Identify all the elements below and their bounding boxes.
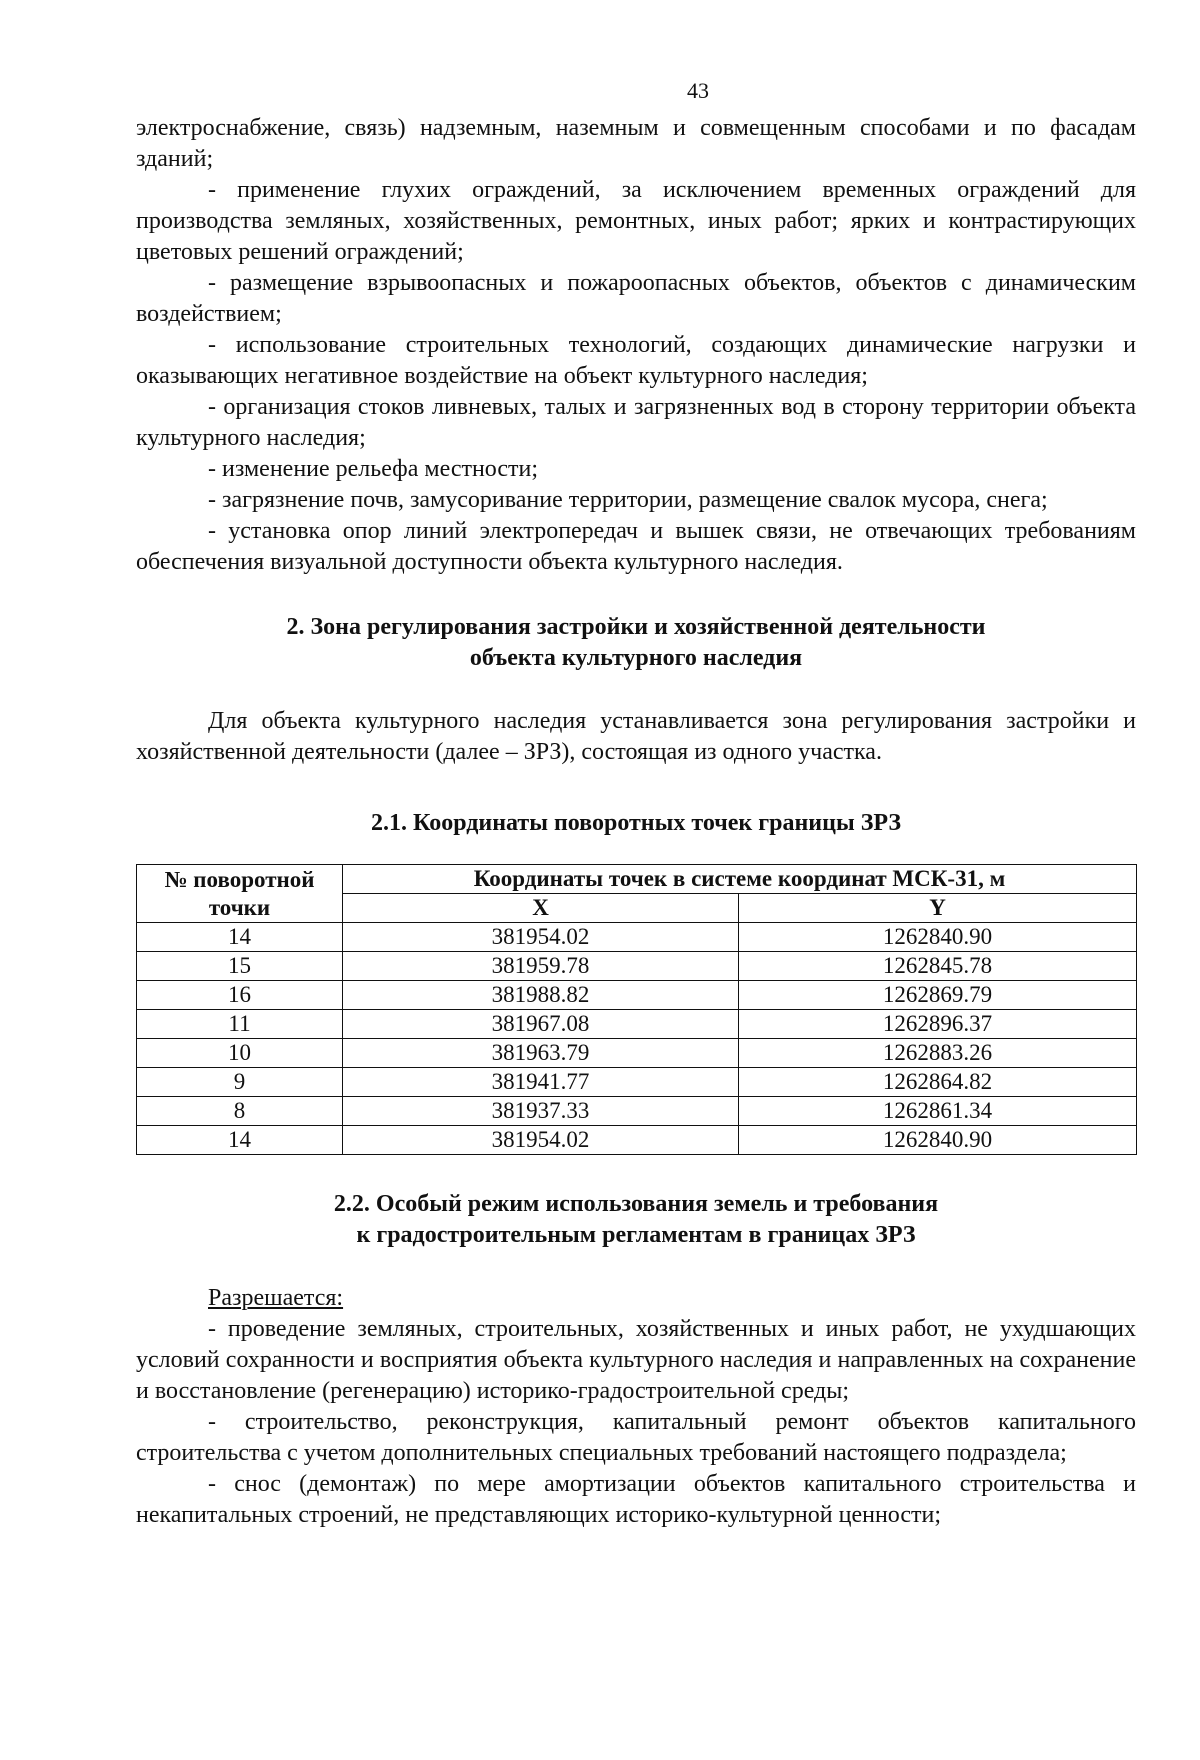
list-item: - организация стоков ливневых, талых и загрязненных вод в сторону территории объекта культурного наследия; [136, 394, 1136, 451]
allowed-label-paragraph [136, 1283, 1136, 1314]
cell-y: 1262864.82 [739, 1068, 1137, 1097]
cell-x: 381988.82 [343, 981, 739, 1010]
header-point-number: № поворотной точки [137, 865, 343, 923]
table-row [137, 981, 1137, 1010]
cell-point: 16 [137, 981, 343, 1010]
section-2-2-heading [136, 1189, 1136, 1251]
table-row [137, 1068, 1137, 1097]
list-item: - использование строительных технологий, создающих динамические нагрузки и оказывающих негативное воздействие на объект культурного наследия; [136, 332, 1136, 389]
page-number: 43 [687, 78, 709, 103]
header-x: X [343, 894, 739, 923]
list-item: - снос (демонтаж) по мере амортизации объектов капитального строительства и некапитальных строений, не представляющих историко-культурной ценности; [136, 1471, 1136, 1528]
section-2-heading-line-1: 2. Зона регулирования застройки и хозяйственной деятельности [286, 614, 986, 640]
allowed-label: Разрешается: [208, 1285, 344, 1311]
cell-x: 381967.08 [343, 1010, 739, 1039]
cell-x: 381963.79 [343, 1039, 739, 1068]
paragraph: электроснабжение, связь) надземным, наземным и совмещенным способами и по фасадам зданий; [136, 115, 1136, 172]
cell-y: 1262845.78 [739, 952, 1137, 981]
cell-point: 14 [137, 1126, 343, 1155]
cell-point: 14 [137, 923, 343, 952]
cell-point: 8 [137, 1097, 343, 1126]
cell-y: 1262861.34 [739, 1097, 1137, 1126]
cell-y: 1262840.90 [739, 923, 1137, 952]
cell-point: 15 [137, 952, 343, 981]
list-item: - применение глухих ограждений, за исключением временных ограждений для производства земляных, хозяйственных, ремонтных, иных работ; ярких и контрастирующих цветовых решений ограждений; [136, 177, 1136, 265]
cell-y: 1262840.90 [739, 1126, 1137, 1155]
coordinates-table [136, 864, 1137, 1155]
cell-point: 9 [137, 1068, 343, 1097]
table-row [137, 1126, 1137, 1155]
list-item: - проведение земляных, строительных, хозяйственных и иных работ, не ухудшающих условий сохранности и восприятия объекта культурного наследия и направленных на сохранение и восстановление (регенерацию) историко-градостроительной среды; [136, 1316, 1136, 1404]
section-2-1-heading: 2.1. Координаты поворотных точек границы ЗРЗ [371, 810, 901, 836]
section-2-2-heading-line-2: к градостроительным регламентам в границах ЗРЗ [356, 1222, 916, 1248]
cell-x: 381954.02 [343, 923, 739, 952]
cell-x: 381959.78 [343, 952, 739, 981]
header-y: Y [739, 894, 1137, 923]
cell-x: 381941.77 [343, 1068, 739, 1097]
cell-x: 381937.33 [343, 1097, 739, 1126]
section-2-2-heading-line-1: 2.2. Особый режим использования земель и требования [333, 1191, 939, 1217]
coordinates-table-wrapper [136, 864, 1136, 1155]
section-2-heading [136, 612, 1136, 674]
cell-y: 1262869.79 [739, 981, 1137, 1010]
list-item: - изменение рельефа местности; [208, 456, 539, 482]
table-row [137, 923, 1137, 952]
table-row [137, 1097, 1137, 1126]
list-item: - строительство, реконструкция, капитальный ремонт объектов капитального строительства с учетом дополнительных специальных требований настоящего подраздела; [136, 1409, 1136, 1466]
cell-y: 1262896.37 [739, 1010, 1137, 1039]
cell-point: 11 [137, 1010, 343, 1039]
list-item: - размещение взрывоопасных и пожароопасных объектов, объектов с динамическим воздействием; [136, 270, 1136, 327]
intro-section [136, 113, 1136, 578]
table-row [137, 1010, 1137, 1039]
cell-point: 10 [137, 1039, 343, 1068]
header-coordinates: Координаты точек в системе координат МСК-31, м [343, 865, 1137, 894]
table-row [137, 1039, 1137, 1068]
list-item: - установка опор линий электропередач и вышек связи, не отвечающих требованиям обеспечения визуальной доступности объекта культурного наследия. [136, 518, 1136, 575]
table-header-row [137, 865, 1137, 894]
section-2-heading-line-2: объекта культурного наследия [469, 645, 803, 671]
section-2-paragraph: Для объекта культурного наследия устанавливается зона регулирования застройки и хозяйственной деятельности (далее – ЗРЗ), состоящая из одного участка. [136, 708, 1136, 765]
table-row [137, 952, 1137, 981]
cell-y: 1262883.26 [739, 1039, 1137, 1068]
document-page [136, 78, 1136, 1531]
list-item: - загрязнение почв, замусоривание территории, размещение свалок мусора, снега; [208, 487, 1048, 513]
cell-x: 381954.02 [343, 1126, 739, 1155]
